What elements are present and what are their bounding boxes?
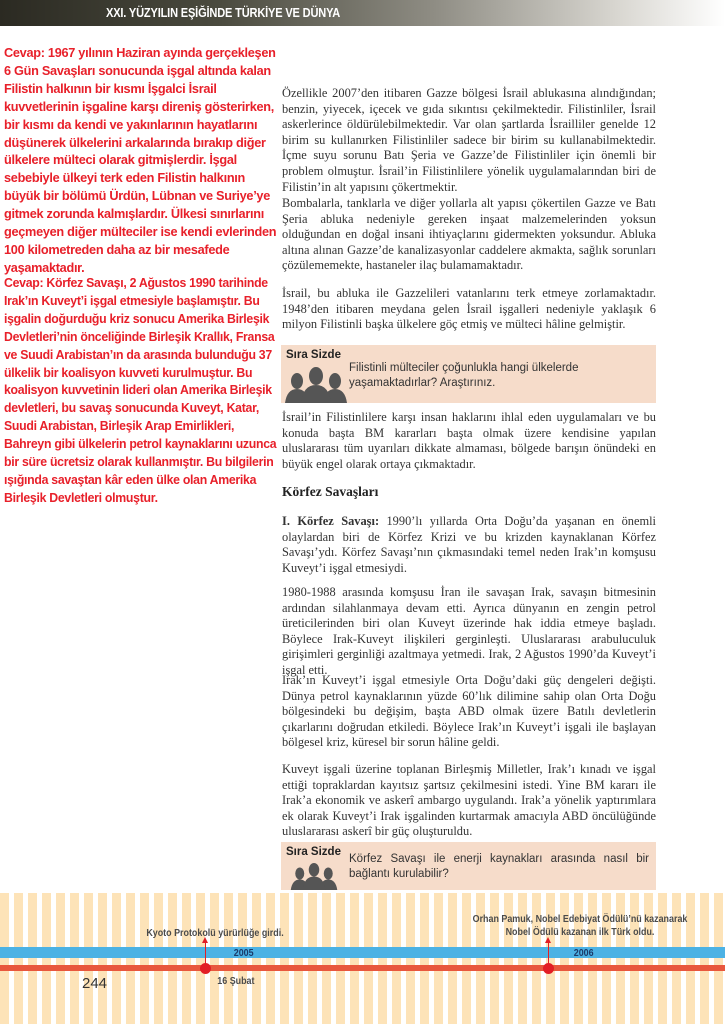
people-icon	[285, 363, 347, 403]
timeline	[0, 893, 725, 1024]
timeline-event-pamuk: Orhan Pamuk, Nobel Edebiyat Ödülü’nü kazanarak Nobel Ödülü kazanan ilk Türk oldu.	[472, 913, 688, 938]
paragraph-text: Kuveyt işgali üzerine toplanan Birleşmiş Milletler, Irak’ı kınadı ve işgal ettiği topraklardan kayıtsız şartsız çekilmesini istedi. Yine BM kararı ile Irak’a ekonomik ve askerî ambargo uygulandı. Irak’a yönelik yaptırımlara ek olarak Kuveyt’i Irak işgalinden kurtarmak amacıyla ABD öncülüğünde uluslararası askerî bir güç oluşturuldu.	[282, 762, 656, 839]
paragraph-un	[282, 762, 656, 840]
box-title: Sıra Sizde	[286, 846, 341, 858]
paragraph-text: İsrail, bu abluka ile Gazzelileri vatanlarını terk etmeye zorlamaktadır. 1948’den itibaren meydana gelen İsrail işgalleri nedeniyle yaklaşık 6 milyon Filistinli başka ülkelere göç etmiş ve mülteci hâline gelmiştir.	[282, 286, 656, 332]
paragraph-gaza-blockade	[282, 86, 656, 195]
paragraph-power-balance	[282, 673, 656, 751]
paragraph-text: Bombalarla, tanklarla ve diğer yollarla alt yapısı çökertilen Gazze ve Batı Şeria abluka nedeniyle gereken inşaat malzemelerinden yoksun olduğundan en doğal insani ihtiyaçlarını gidermekten yoksundur. Abluka altına alınan Gazze’de kanalizasyonlar caddelere akmakta, sağlık sorunları çözülememekte, hastaneler ilaç bulamamaktadır.	[282, 196, 656, 273]
paragraph-text: 1990’lı yıllarda Orta Doğu’da yaşanan en önemli olaylardan biri de Körfez Krizi ve bu krizden kaynaklanan Körfez Savaşı’ydı. Körfez Savaşı’nın çıkmasındaki temel neden Irak’ın komşusu Kuveyt’i işgal etmesiydi.	[282, 514, 656, 575]
page-number: 244	[82, 975, 108, 992]
timeline-event-kyoto: Kyoto Protokolü yürürlüğe girdi.	[146, 927, 284, 939]
timeline-year: 2006	[573, 947, 594, 959]
timeline-date: 16 Şubat	[217, 975, 255, 987]
paragraph-gulf-war	[282, 514, 656, 576]
paragraph-text: İsrail’in Filistinlilere karşı insan haklarını ihlal eden uygulamaları ve bu konuda başta BM kararları başta olmak üzere kendisine yapılan uluslararası tüm uyarıları dikkate almaması, bölgede barışın önündeki en büyük engel olarak ortaya çıkmaktadır.	[282, 410, 656, 471]
paragraph-iran-iraq	[282, 585, 656, 679]
paragraph-text: 1980-1988 arasında komşusu İran ile savaşan Irak, savaşın bitmesinin ardından silahlanmaya devam etti. Ayrıca dünyanın en zengin petrol üreticilerinden biri olan Kuveyt üzerinde hak iddia etmeye başladı. Böylece Irak-Kuveyt ilişkileri gerginleşti. Uluslararası arabuluculuk girişimleri gerginliği azaltmaya yetmedi. Irak, 2 Ağustos 1990’da Kuveyt’i işgal etti.	[282, 585, 656, 677]
timeline-marker	[543, 963, 554, 974]
term-bold: I. Körfez Savaşı:	[282, 514, 380, 528]
timeline-year: 2005	[233, 947, 254, 959]
timeline-marker	[200, 963, 211, 974]
people-icon	[285, 860, 343, 890]
paragraph-refugees	[282, 286, 656, 333]
paragraph-human-rights	[282, 410, 656, 472]
paragraph-infrastructure	[282, 196, 656, 274]
timeline-year-bar	[0, 947, 725, 958]
answer-text-1: Cevap: 1967 yılının Haziran ayında gerçekleşen 6 Gün Savaşları sonucunda işgal altında kalan Filistin halkının bir kısmı İşgalci İsrail kuvvetlerinin işgaline karşı direniş gösterirken, bir kısmı da kendi ve yakınlarının hayatlarını düşünerek ülkelerini arkalarında bırakıp diğer ülkelere mülteci olarak gitmişlerdir. İşgal sebebiyle ülkeyi terk eden Filistin halkının büyük bir bölümü Ürdün, Lübnan ve Suriye’ye gitmek zorunda kalmışlardır. Ülkesi sınırlarını geçmeyen diğer mülteciler ise kendi evlerinden 100 kilometreden daha az bir mesafede yaşamaktadır.	[4, 45, 277, 275]
sira-sizde-box-2	[281, 842, 656, 890]
arrow-up-icon	[205, 941, 206, 965]
chapter-title: XXI. YÜZYILIN EŞİĞİNDE TÜRKİYE VE DÜNYA	[106, 5, 341, 20]
box-question: Körfez Savaşı ile enerji kaynakları arasında nasıl bir bağlantı kurulabilir?	[349, 853, 649, 880]
arrow-up-icon	[548, 941, 549, 965]
section-heading: Körfez Savaşları	[282, 484, 379, 499]
paragraph-text: Irak’ın Kuveyt’i işgal etmesiyle Orta Doğu’daki güç dengeleri değişti. Dünya petrol kaynaklarının yüzde 60’lık dilimine sahip olan Orta Doğu bölgesindeki bu değişim, başta ABD olmak üzere Batılı devletlerin çıkarlarını doğrudan etkiledi. Böylece Irak’ın Kuveyt’i işgali ile başlayan bölgesel kriz, küresel bir sorun hâline geldi.	[282, 673, 656, 750]
paragraph-text: Özellikle 2007’den itibaren Gazze bölgesi İsrail ablukasına alındığından; benzin, yiyecek, içecek ve gıda sıkıntısı çekilmektedir. Filistinliler, İsrail askerlerince öldürülebilmektedir. Var olan şartlarda İsrailliler genelde 12 birim su kullanırken Filistinliler sadece bir birim su kullanabilmektedir. İçme suyu sorunu Batı Şeria ve Gazze’de Filistinliler için önemli bir problem olmuştur. İsrail’in Filistinlilere yönelik uygulamalarından biri de Filistin’in alt yapısını çökertmektir.	[282, 86, 656, 194]
box-title: Sıra Sizde	[286, 349, 341, 361]
timeline-event-bar	[0, 965, 725, 971]
chapter-header	[0, 0, 725, 26]
box-question: Filistinli mülteciler çoğunlukla hangi ülkelerde yaşamaktadırlar? Araştırınız.	[349, 362, 579, 389]
sira-sizde-box-1	[281, 345, 656, 403]
answer-text-2: Cevap: Körfez Savaşı, 2 Ağustos 1990 tarihinde Irak’ın Kuveyt’i işgal etmesiyle başlamıştır. Bu işgalin doğurduğu kriz sonucu Amerika Birleşik Devletleri’nin önceliğinde Birleşik Krallık, Fransa ve Suudi Arabistan’ın da arasında bulunduğu 37 ülkelik bir koalisyon kuvveti kurulmuştur. Bu koalisyon kuvvetinin lideri olan Amerika Birleşik devletleri, bu savaş sonucunda Kuveyt, Katar, Suudi Arabistan, Birleşik Arap Emirlikleri, Bahreyn gibi ülkelerin petrol kaynaklarını uzunca bir süre ücretsiz olarak kullanmıştır. Bu bilgilerin ışığında savaştan kâr eden ülke olan Amerika Birleşik Devletleri olmuştur.	[4, 275, 277, 505]
